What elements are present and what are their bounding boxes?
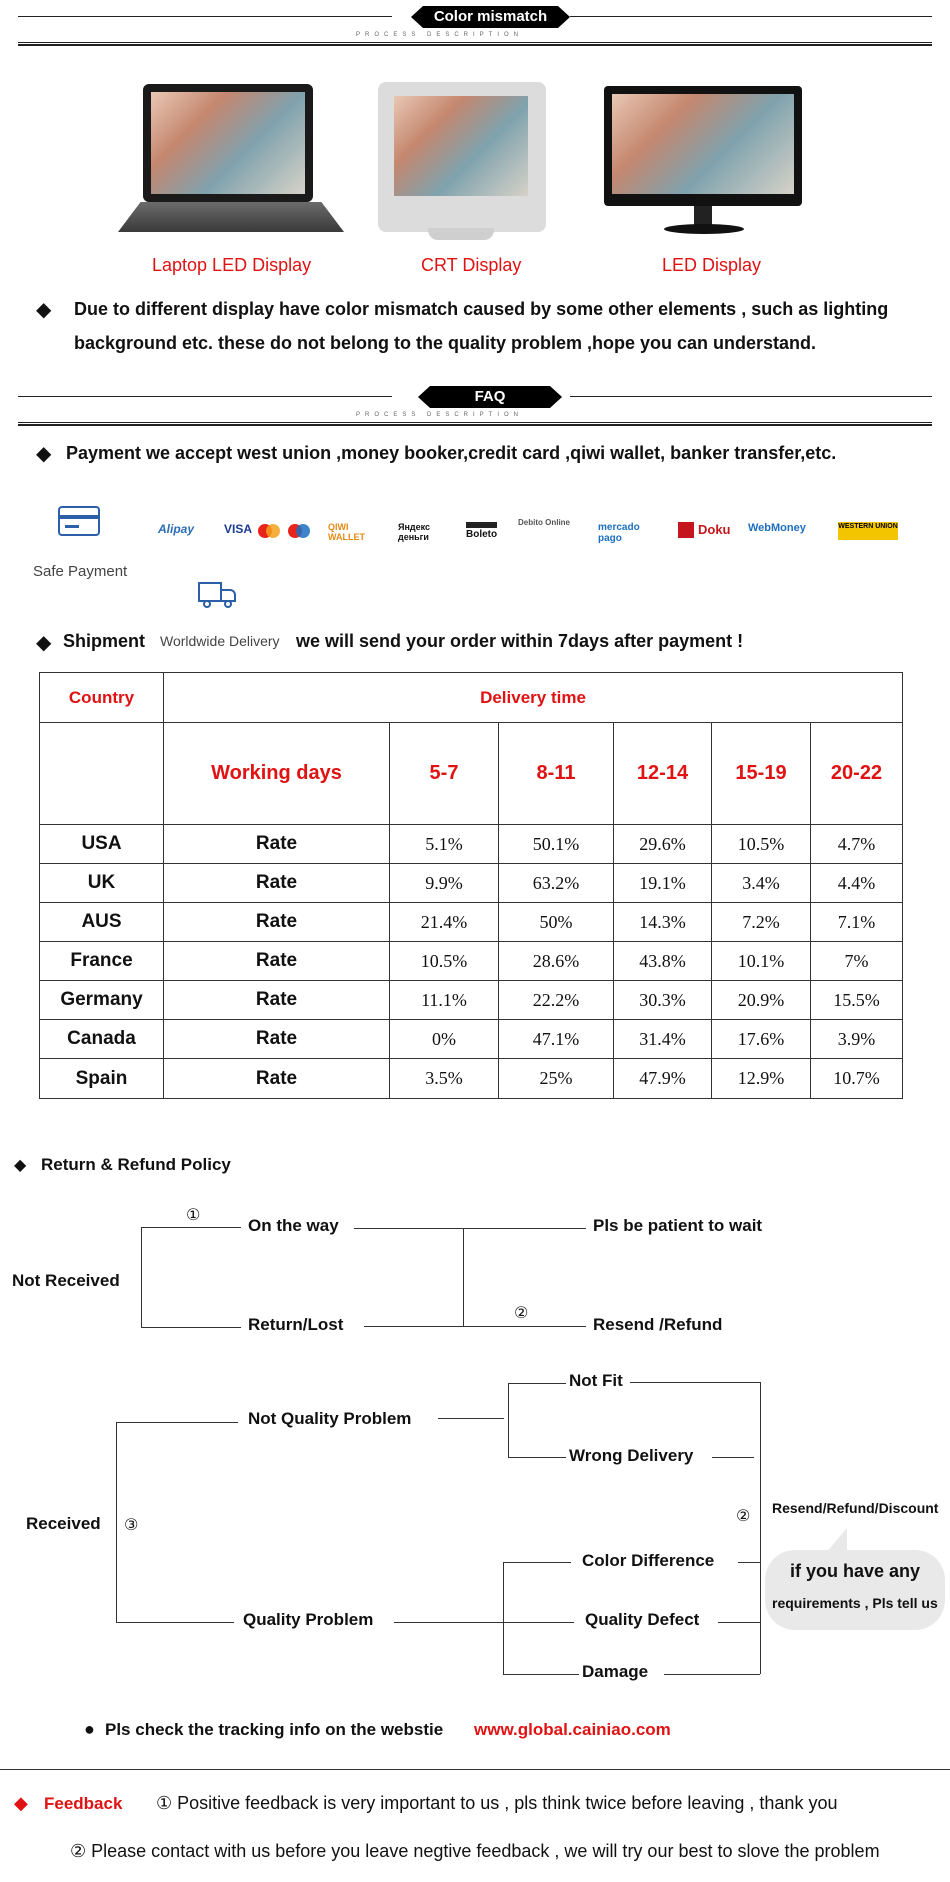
tracking-url-link[interactable]: www.global.cainiao.com	[474, 1720, 671, 1739]
value-cell: 4.4%	[811, 864, 903, 903]
table-row	[40, 903, 903, 942]
resend-refund-discount-label: Resend/Refund/Discount	[772, 1500, 939, 1516]
safe-payment-label: Safe Payment	[33, 563, 128, 580]
mastercard-icon	[266, 524, 280, 538]
value-cell: 9.9%	[390, 864, 499, 903]
country-cell: Germany	[40, 981, 164, 1020]
header-subtitle: PROCESS DESCRIPTION	[356, 412, 524, 418]
diamond-bullet: ◆	[36, 632, 52, 654]
truck-icon	[198, 580, 238, 610]
quality-problem-label: Quality Problem	[243, 1610, 374, 1629]
value-cell: 7.1%	[811, 903, 903, 942]
table-row	[40, 825, 903, 864]
rate-cell: Rate	[164, 864, 390, 903]
alipay-logo: Alipay	[158, 522, 195, 536]
doku-logo: Doku	[698, 522, 731, 537]
doku-icon	[678, 522, 694, 538]
value-cell: 15.5%	[811, 981, 903, 1020]
value-cell: 47.9%	[614, 1059, 712, 1099]
feedback-label: Feedback	[44, 1794, 123, 1813]
value-cell: 7%	[811, 942, 903, 981]
maestro-icon	[296, 524, 310, 538]
range-header: 8-11	[499, 723, 614, 825]
rate-cell: Rate	[164, 981, 390, 1020]
shipment-label: Shipment	[63, 631, 146, 651]
step-1-marker: ①	[186, 1207, 201, 1224]
color-difference-label: Color Difference	[582, 1551, 715, 1570]
header-rule-right	[570, 16, 932, 17]
rate-cell: Rate	[164, 1020, 390, 1059]
value-cell: 0%	[390, 1020, 499, 1059]
country-cell: UK	[40, 864, 164, 903]
delivery-table	[39, 672, 903, 1099]
led-display-label: LED Display	[662, 255, 762, 275]
rate-cell: Rate	[164, 1059, 390, 1099]
on-the-way-label: On the way	[248, 1216, 339, 1235]
value-cell: 47.1%	[499, 1020, 614, 1059]
crt-display-label: CRT Display	[421, 255, 522, 275]
value-cell: 29.6%	[614, 825, 712, 864]
boleto-logo: Boleto	[466, 522, 497, 540]
value-cell: 10.1%	[712, 942, 811, 981]
damage-label: Damage	[582, 1662, 649, 1681]
value-cell: 7.2%	[712, 903, 811, 942]
dot-bullet: ●	[84, 1719, 95, 1739]
payment-text: Payment we accept west union ,money booker,credit card ,qiwi wallet, banker transfer,etc.	[66, 443, 837, 463]
value-cell: 12.9%	[712, 1059, 811, 1099]
value-cell: 19.1%	[614, 864, 712, 903]
value-cell: 10.5%	[390, 942, 499, 981]
header-rule-left	[18, 16, 392, 17]
tracking-text: Pls check the tracking info on the webstie	[105, 1720, 444, 1739]
rate-cell: Rate	[164, 825, 390, 864]
range-header: 12-14	[614, 723, 712, 825]
step-2-marker: ②	[514, 1305, 529, 1322]
diamond-bullet: ◆	[36, 443, 52, 465]
crt-display-image	[378, 82, 548, 242]
rate-cell: Rate	[164, 903, 390, 942]
received-label: Received	[26, 1514, 101, 1533]
country-cell: USA	[40, 825, 164, 864]
faq-badge: FAQ	[430, 386, 550, 408]
header-rule-left	[18, 396, 392, 397]
led-display-image	[604, 86, 804, 242]
value-cell: 63.2%	[499, 864, 614, 903]
not-quality-problem-label: Not Quality Problem	[248, 1409, 412, 1428]
value-cell: 43.8%	[614, 942, 712, 981]
range-header: 15-19	[712, 723, 811, 825]
refund-policy-title: Return & Refund Policy	[41, 1155, 231, 1174]
rate-cell: Rate	[164, 942, 390, 981]
shipment-text: we will send your order within 7days after payment !	[296, 631, 744, 651]
color-note-line1: Due to different display have color mismatch caused by some other elements , such as lighting	[74, 299, 889, 319]
working-days-header: Working days	[164, 723, 390, 825]
color-mismatch-badge: Color mismatch	[423, 6, 558, 28]
value-cell: 22.2%	[499, 981, 614, 1020]
wrong-delivery-label: Wrong Delivery	[569, 1446, 694, 1465]
yandex-money-logo: Яндекс деньги	[398, 522, 431, 542]
laptop-display-image	[118, 84, 348, 244]
header-double-rule	[18, 422, 932, 426]
value-cell: 10.5%	[712, 825, 811, 864]
value-cell: 3.4%	[712, 864, 811, 903]
diamond-bullet: ◆	[36, 299, 52, 321]
step-2-marker: ②	[736, 1508, 751, 1525]
delivery-time-header: Delivery time	[164, 673, 903, 723]
bubble-line2: requirements , Pls tell us	[772, 1595, 938, 1611]
country-header: Country	[40, 673, 164, 723]
return-lost-label: Return/Lost	[248, 1315, 344, 1334]
header-rule-right	[570, 396, 932, 397]
feedback-line2: ② Please contact with us before you leave negtive feedback , we will try our best to slove the problem	[70, 1841, 880, 1861]
credit-card-icon	[58, 506, 100, 536]
value-cell: 3.5%	[390, 1059, 499, 1099]
value-cell: 21.4%	[390, 903, 499, 942]
bubble-line1: if you have any	[790, 1561, 921, 1581]
blank-cell	[40, 723, 164, 825]
country-cell: Canada	[40, 1020, 164, 1059]
western-union-logo: WESTERN UNION	[838, 522, 898, 540]
feedback-line1: ① Positive feedback is very important to us , pls think twice before leaving , thank you	[156, 1793, 838, 1813]
color-mismatch-header	[18, 2, 932, 42]
worldwide-delivery-label: Worldwide Delivery	[160, 633, 280, 649]
diamond-bullet: ◆	[14, 1157, 27, 1174]
table-row	[40, 864, 903, 903]
value-cell: 50.1%	[499, 825, 614, 864]
value-cell: 31.4%	[614, 1020, 712, 1059]
country-cell: France	[40, 942, 164, 981]
header-double-rule	[18, 42, 932, 46]
be-patient-label: Pls be patient to wait	[593, 1216, 763, 1235]
qiwi-logo: QIWI WALLET	[328, 522, 365, 542]
value-cell: 20.9%	[712, 981, 811, 1020]
debito-online-logo: Debito Online	[518, 518, 570, 527]
value-cell: 25%	[499, 1059, 614, 1099]
not-fit-label: Not Fit	[569, 1371, 623, 1390]
country-cell: AUS	[40, 903, 164, 942]
color-note-line2: background etc. these do not belong to the quality problem ,hope you can understand.	[74, 333, 817, 353]
value-cell: 11.1%	[390, 981, 499, 1020]
value-cell: 50%	[499, 903, 614, 942]
country-cell: Spain	[40, 1059, 164, 1099]
divider	[0, 1769, 950, 1770]
step-3-marker: ③	[124, 1517, 139, 1534]
header-subtitle: PROCESS DESCRIPTION	[356, 32, 524, 38]
resend-refund-label: Resend /Refund	[593, 1315, 723, 1334]
value-cell: 3.9%	[811, 1020, 903, 1059]
faq-header	[18, 382, 932, 422]
value-cell: 30.3%	[614, 981, 712, 1020]
value-cell: 17.6%	[712, 1020, 811, 1059]
value-cell: 14.3%	[614, 903, 712, 942]
table-row	[40, 981, 903, 1020]
range-header: 5-7	[390, 723, 499, 825]
visa-logo: VISA	[224, 522, 253, 536]
value-cell: 4.7%	[811, 825, 903, 864]
laptop-display-label: Laptop LED Display	[152, 255, 312, 275]
value-cell: 5.1%	[390, 825, 499, 864]
quality-defect-label: Quality Defect	[585, 1610, 700, 1629]
not-received-label: Not Received	[12, 1271, 120, 1290]
webmoney-logo: WebMoney	[748, 522, 806, 534]
table-row	[40, 1020, 903, 1059]
table-row	[40, 1059, 903, 1099]
red-diamond-bullet: ◆	[14, 1793, 28, 1813]
value-cell: 10.7%	[811, 1059, 903, 1099]
range-header: 20-22	[811, 723, 903, 825]
mercado-pago-logo: mercado pago	[598, 522, 640, 544]
table-row	[40, 942, 903, 981]
value-cell: 28.6%	[499, 942, 614, 981]
